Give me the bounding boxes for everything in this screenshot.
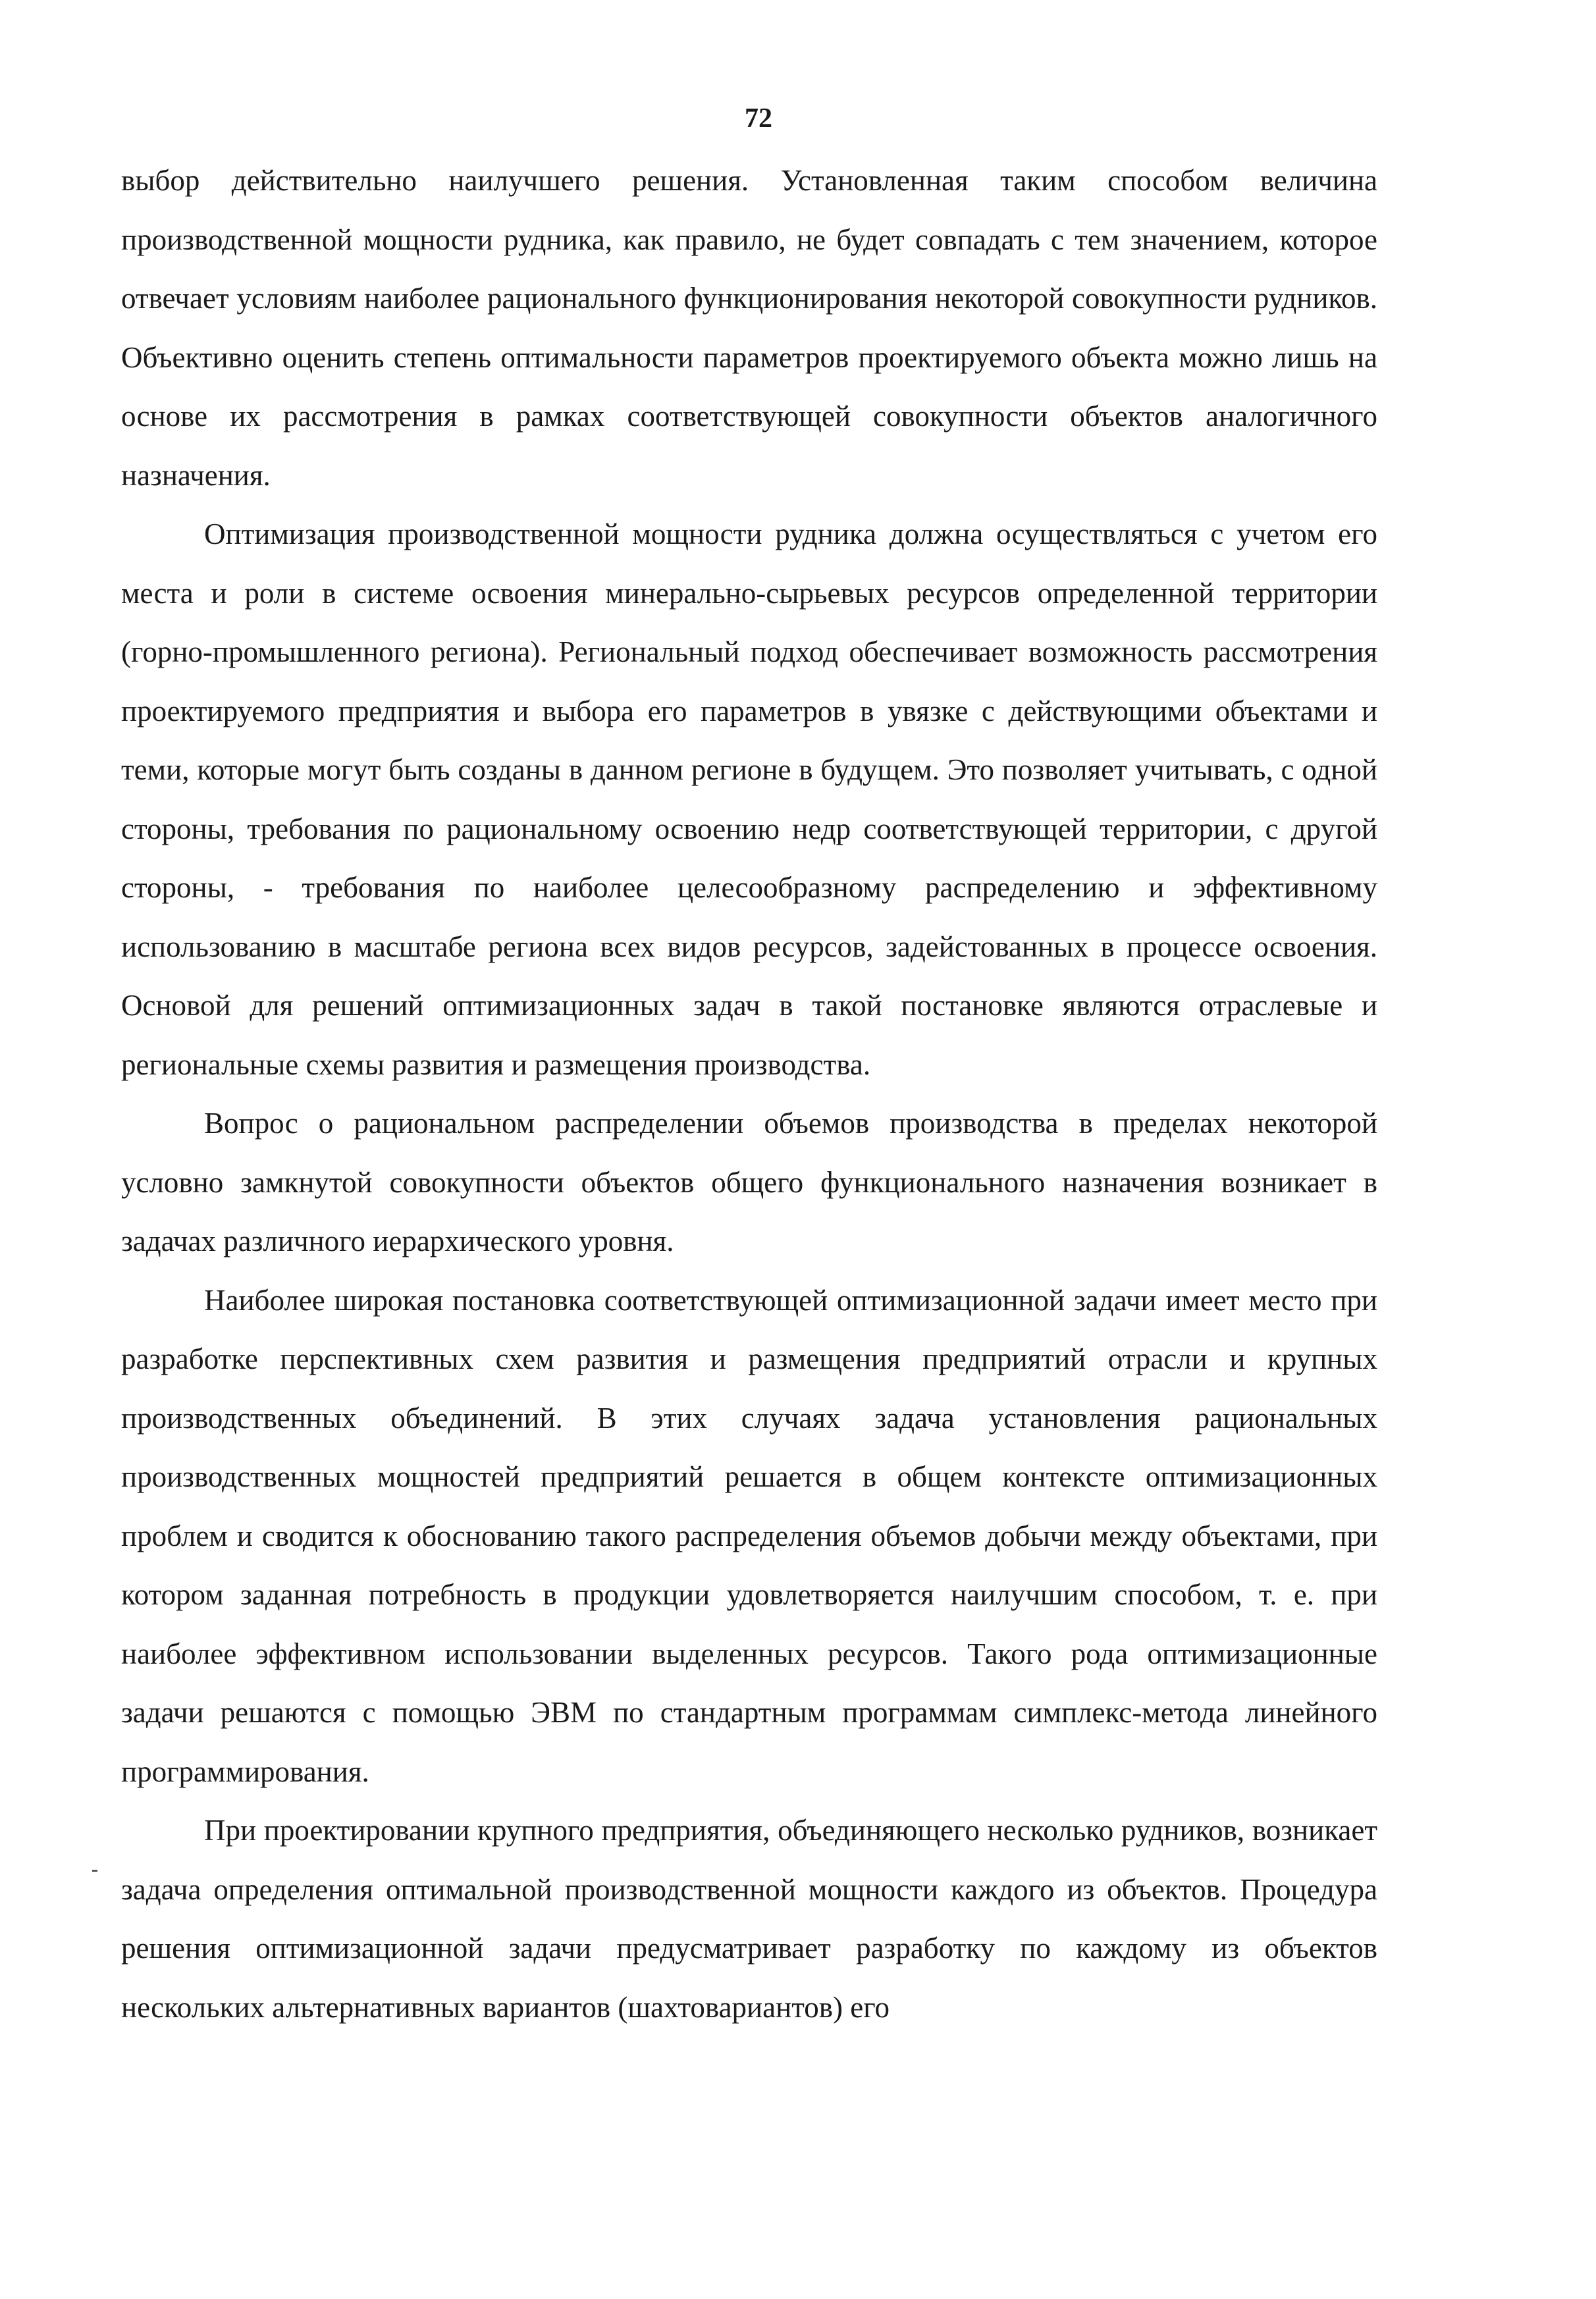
paragraph-1: выбор действительно наилучшего решения. Установленная таким способом величина производственной мощности рудника, как правило, не будет совпадать с тем значением, которое отвечает условиям наиболее рационального функционирования некоторой совокупности рудников. Объективно оценить степень оптимальности параметров проектируемого объекта можно лишь на основе их рассмотрения в рамках соответствующей совокупности объектов аналогичного назначения. bbox=[121, 164, 1377, 492]
paragraph-2: Оптимизация производственной мощности рудника должна осуществляться с учетом его места и роли в системе освоения минерально-сырьевых ресурсов определенной территории (горно-промышленного региона). Региональный подход обеспечивает возможность рассмотрения проектируемого предприятия и выбора его параметров в увязке с действующими объектами и теми, которые могут быть созданы в данном регионе в будущем. Это позволяет учитывать, с одной стороны, требования по рациональному освоению недр соответствующей территории, с другой стороны, - требования по наиболее целесообразному распределению и эффективному использованию в масштабе региона всех видов ресурсов, задейстованных в процессе освоения. Основой для решений оптимизационных задач в такой постановке являются отраслевые и региональные схемы развития и размещения производства. bbox=[121, 517, 1377, 1081]
scan-artifact bbox=[92, 1870, 97, 1872]
page-number: 72 bbox=[745, 103, 772, 134]
paragraph-4: Наиболее широкая постановка соответствующей оптимизационной задачи имеет место при разработке перспективных схем развития и размещения предприятий отрасли и крупных производственных объединений. В этих случаях задача установления рациональных производственных мощностей предприятий решается в общем контексте оптимизационных проблем и сводится к обоснованию такого распределения объемов добычи между объектами, при котором заданная потребность в продукции удовлетворяется наилучшим способом, т. е. при наиболее эффективном использовании выделенных ресурсов. Такого рода оптимизационные задачи решаются с помощью ЭВМ по стандартным программам симплекс-метода линейного программирования. bbox=[121, 1283, 1377, 1788]
paragraph-3: Вопрос о рациональном распределении объемов производства в пределах некоторой условно замкнутой совокупности объектов общего функционального назначения возникает в задачах различного иерархического уровня. bbox=[121, 1107, 1377, 1257]
body-text bbox=[121, 151, 1377, 2037]
paragraph-5: При проектировании крупного предприятия, объединяющего несколько рудников, возникает задача определения оптимальной производственной мощности каждого из объектов. Процедура решения оптимизационной задачи предусматривает разработку по каждому из объектов нескольких альтернативных вариантов (шахтовариантов) его bbox=[121, 1814, 1377, 2024]
